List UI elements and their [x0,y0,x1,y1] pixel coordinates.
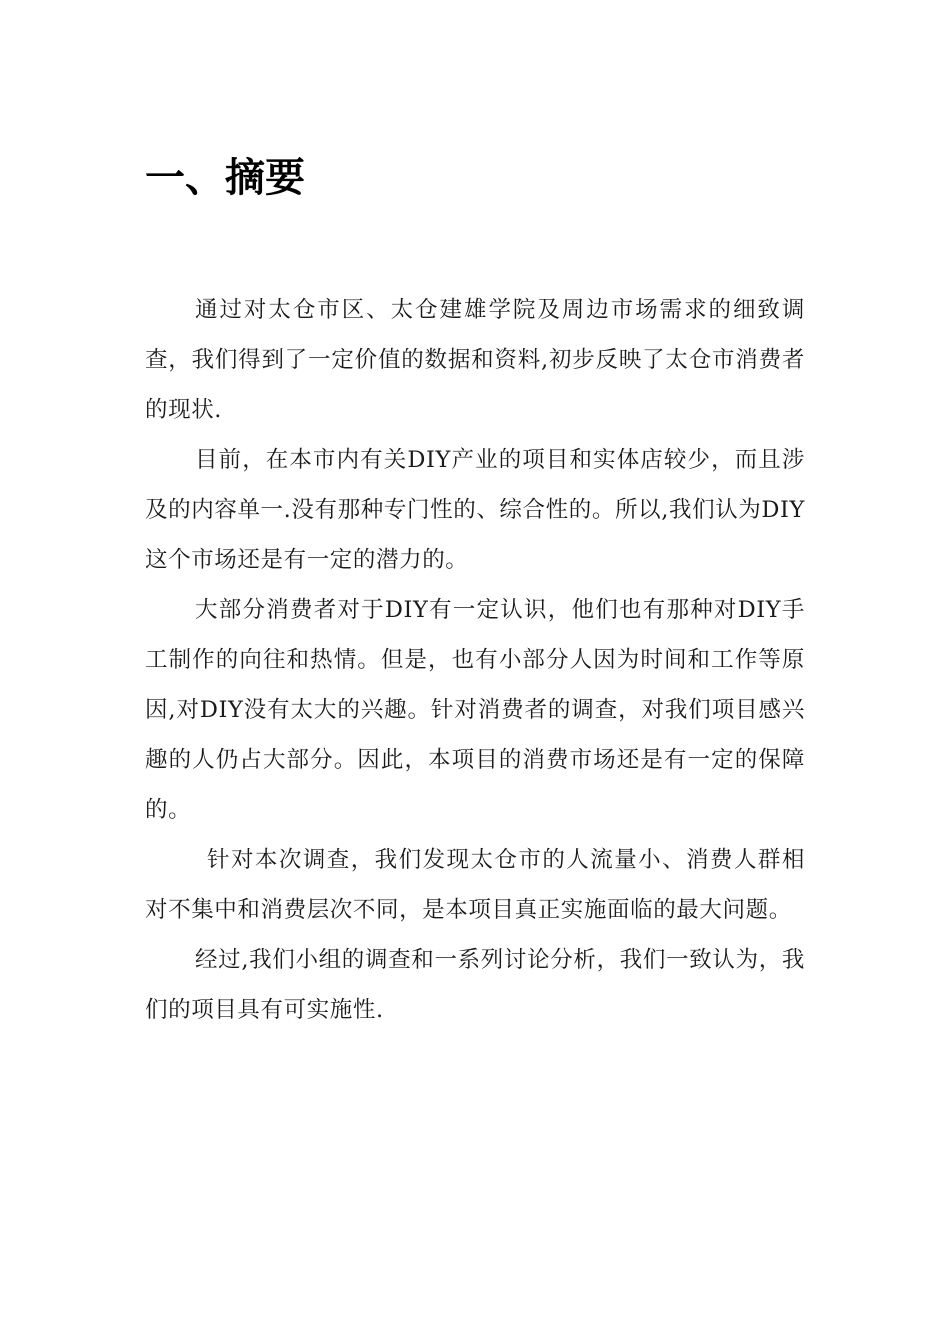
paragraph-market-status: 目前，在本市内有关DIY产业的项目和实体店较少，而且涉及的内容单一.没有那种专门性的、综合性的。所以,我们认为DIY这个市场还是有一定的潜力的。 [145,447,805,573]
paragraph-main-problem: 针对本次调查，我们发现太仓市的人流量小、消费人群相对不集中和消费层次不同，是本项目真正实施面临的最大问题。 [145,847,805,923]
section-heading: 一、摘要 [145,155,305,201]
paragraph-conclusion: 经过,我们小组的调查和一系列讨论分析，我们一致认为，我们的项目具有可实施性. [145,947,805,1023]
paragraph-consumer-interest: 大部分消费者对于DIY有一定认识，他们也有那种对DIY手工制作的向往和热情。但是，也有小部分人因为时间和工作等原因,对DIY没有太大的兴趣。针对消费者的调查，对我们项目感兴趣的人仍占大部分。因此，本项目的消费市场还是有一定的保障的。 [145,597,805,823]
paragraph-survey-overview: 通过对太仓市区、太仓建雄学院及周边市场需求的细致调查，我们得到了一定价值的数据和资料,初步反映了太仓市消费者的现状. [145,297,805,423]
summary-body [145,285,805,1035]
